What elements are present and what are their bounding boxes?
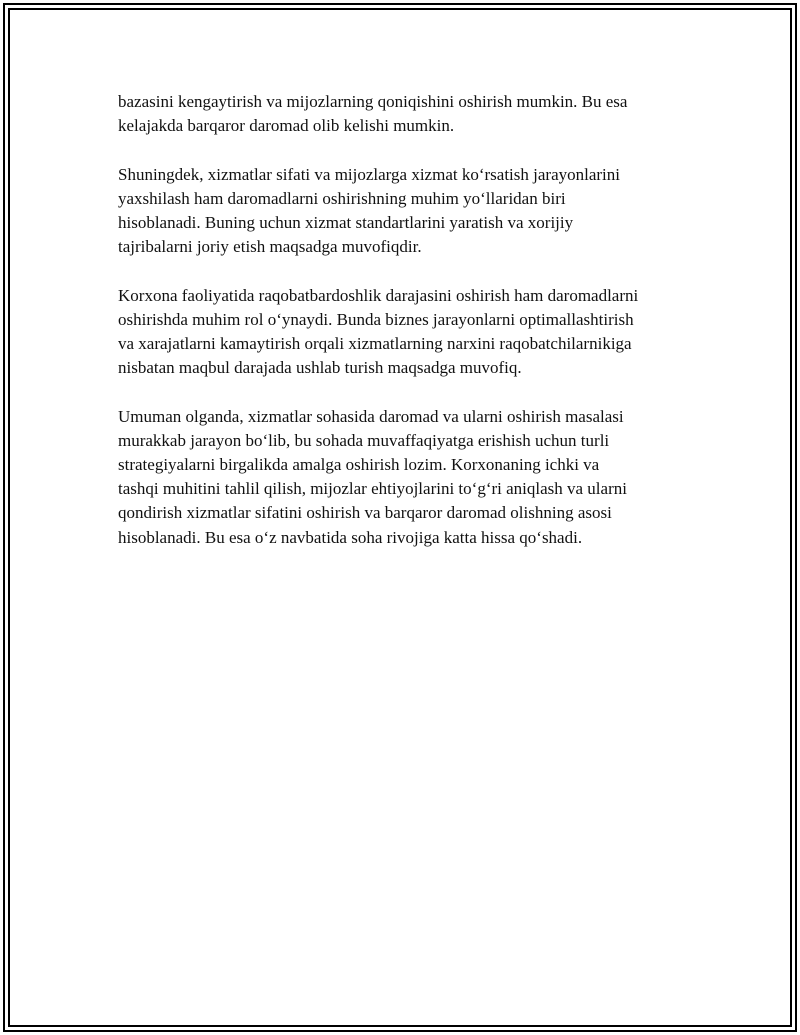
paragraph-4: [118, 405, 698, 550]
text-line: va xarajatlarni kamaytirish orqali xizmatlarning narxini raqobatchilarnikiga: [118, 334, 632, 353]
text-line: tashqi muhitini tahlil qilish, mijozlar ehtiyojlarini to‘g‘ri aniqlash va ularni: [118, 479, 627, 499]
paragraph-2: [118, 163, 698, 260]
text-line: Umuman olganda, xizmatlar sohasida daromad va ularni oshirish masalasi: [118, 406, 624, 426]
text-line: yaxshilash ham daromadlarni oshirishning muhim yo‘llaridan biri: [118, 188, 566, 208]
paragraph-3: [118, 284, 698, 381]
text-line: strategiyalarni birgalikda amalga oshirish lozim. Korxonaning ichki va: [118, 455, 600, 474]
document-body: [118, 90, 698, 574]
text-line: qondirish xizmatlar sifatini oshirish va barqaror daromad olishning asosi: [118, 503, 612, 523]
text-line: hisoblanadi. Buning uchun xizmat standartlarini yaratish va xorijiy: [118, 213, 574, 232]
paragraph-1: [118, 90, 698, 138]
text-line: kelajakda barqaror daromad olib kelishi mumkin.: [118, 116, 455, 136]
text-line: murakkab jarayon bo‘lib, bu sohada muvaffaqiyatga erishish uchun turli: [118, 430, 610, 450]
text-line: nisbatan maqbul darajada ushlab turish maqsadga muvofiq.: [118, 358, 522, 378]
text-line: oshirishda muhim rol o‘ynaydi. Bunda biznes jarayonlarni optimallashtirish: [118, 309, 634, 329]
text-line: Shuningdek, xizmatlar sifati va mijozlarga xizmat ko‘rsatish jarayonlarini: [118, 164, 620, 184]
text-line: Korxona faoliyatida raqobatbardoshlik darajasini oshirish ham daromadlarni: [118, 285, 639, 305]
text-line: tajribalarni joriy etish maqsadga muvofiqdir.: [118, 237, 422, 257]
text-line: hisoblanadi. Bu esa o‘z navbatida soha rivojiga katta hissa qo‘shadi.: [118, 527, 583, 547]
text-line: bazasini kengaytirish va mijozlarning qoniqishini oshirish mumkin. Bu esa: [118, 92, 628, 111]
